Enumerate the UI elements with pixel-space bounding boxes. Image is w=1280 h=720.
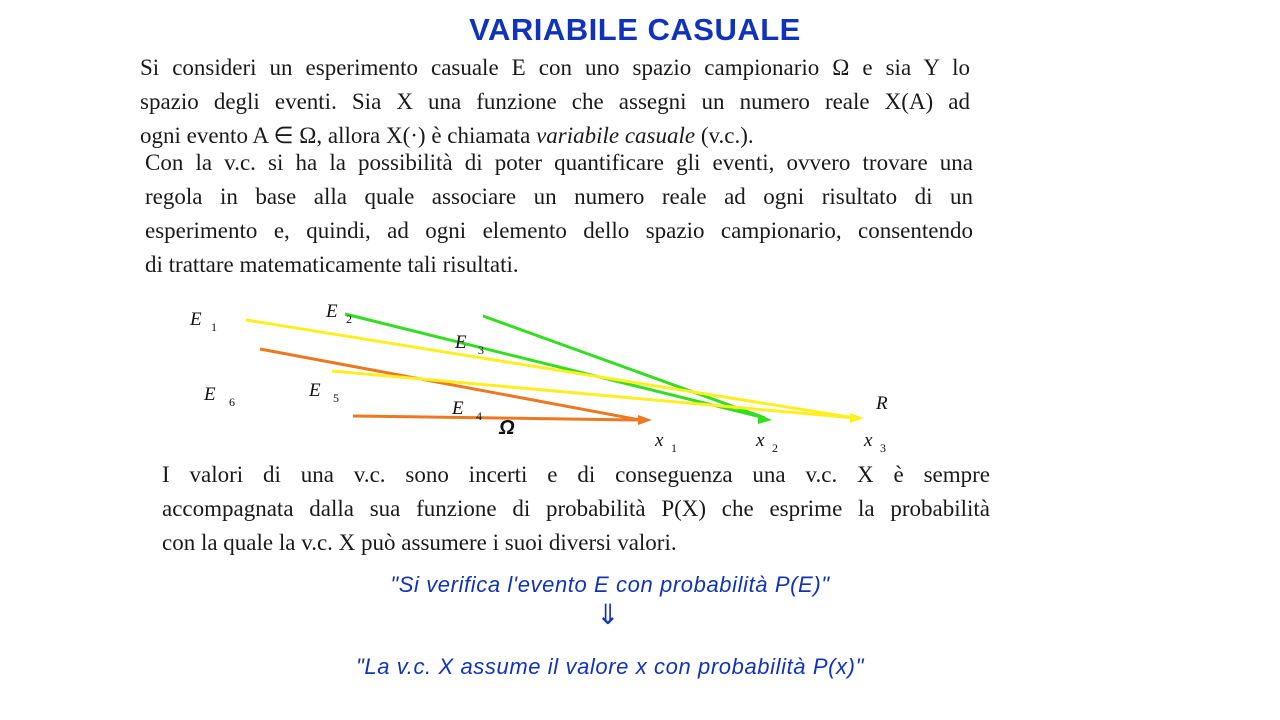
value-label-x3 (863, 430, 886, 455)
arrow-e2-to-x2 (345, 314, 765, 418)
arrowhead-x2 (758, 414, 772, 424)
svg-text:5: 5 (333, 391, 339, 405)
svg-text:3: 3 (880, 441, 886, 455)
svg-text:E: E (455, 332, 467, 353)
probability-line-3: con la quale la v.c. X può assumere i suoi diversi valori. (162, 530, 677, 555)
arrow-e4-to-x1 (353, 416, 640, 420)
page-title: VARIABILE CASUALE (469, 12, 801, 47)
down-double-arrow-icon: ⇓ (596, 598, 620, 631)
event-label-e5 (308, 380, 339, 405)
event-probability-quote: "Si verifica l'evento E con probabilità P(E)" (390, 572, 830, 597)
event-label-e2 (325, 301, 352, 326)
quantification-line-4: di trattare matematicamente tali risultati. (145, 252, 519, 277)
definition-line-1: Si consideri un esperimento casuale E con uno spazio campionario Ω e sia Y lo (140, 55, 970, 80)
variabile-casuale-term: variabile casuale (536, 123, 696, 148)
svg-text:x: x (655, 430, 664, 451)
svg-text:4: 4 (476, 409, 482, 423)
probability-paragraph (162, 458, 990, 560)
arrowhead-x3 (850, 413, 864, 423)
definition-line-3-end: (v.c.). (695, 123, 754, 148)
value-label-x1 (654, 430, 677, 455)
arrowhead-x1 (638, 415, 652, 425)
event-label-e1 (189, 309, 217, 334)
probability-line-2: accompagnata dalla sua funzione di probabilità P(X) che esprime la probabilità (162, 496, 990, 521)
value-probability-quote: "La v.c. X assume il valore x con probabilità P(x)" (355, 654, 864, 679)
svg-text:1: 1 (211, 320, 217, 334)
probability-line-1: I valori di una v.c. sono incerti e di conseguenza una v.c. X è sempre (162, 462, 990, 487)
svg-text:2: 2 (346, 312, 352, 326)
svg-text:E: E (452, 398, 464, 419)
svg-text:E: E (309, 380, 321, 401)
definition-line-2: spazio degli eventi. Sia X una funzione che assegni un numero reale X(A) ad (140, 89, 970, 114)
svg-text:6: 6 (229, 395, 235, 409)
svg-text:x: x (864, 430, 873, 451)
quantification-line-3: esperimento e, quindi, ad ogni elemento dello spazio campionario, consentendo (145, 218, 973, 243)
svg-text:E: E (326, 301, 338, 322)
svg-text:3: 3 (478, 343, 484, 357)
quantification-line-1: Con la v.c. si ha la possibilità di poter quantificare gli eventi, ovvero trovare una (145, 150, 973, 175)
svg-text:1: 1 (671, 441, 677, 455)
svg-text:2: 2 (772, 441, 778, 455)
svg-text:E: E (190, 309, 202, 330)
svg-text:x: x (756, 430, 765, 451)
definition-line-3-start: ogni evento A ∈ Ω, allora X(·) è chiamata (140, 123, 537, 148)
event-label-e6 (203, 384, 235, 409)
quantification-line-2: regola in base alla quale associare un numero reale ad ogni risultato di un (145, 184, 973, 209)
event-label-e4 (451, 398, 482, 423)
arrow-e3-to-x2 (483, 316, 765, 418)
svg-text:E: E (204, 384, 216, 405)
value-label-x2 (755, 430, 778, 455)
real-line-label: R (876, 393, 888, 414)
omega-label: Ω (499, 417, 515, 439)
